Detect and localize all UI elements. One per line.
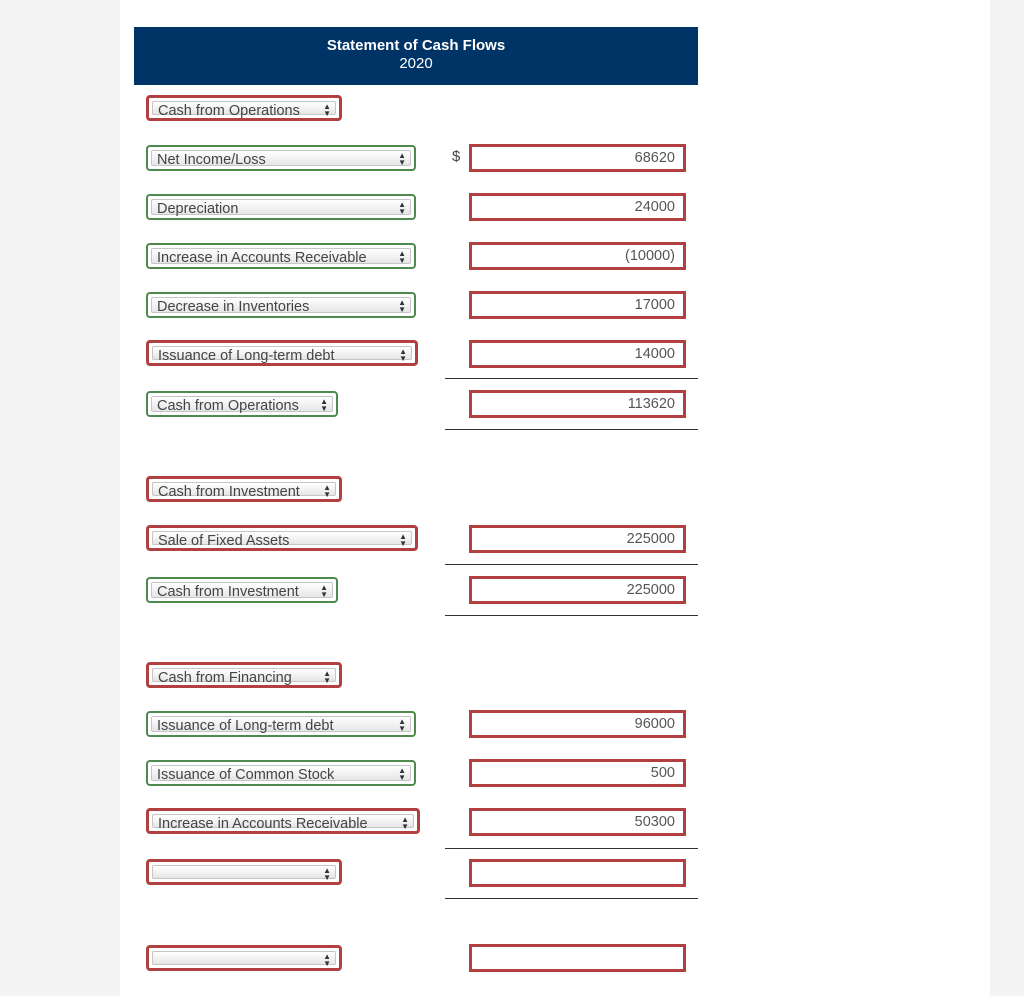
- updown-arrows-icon: ▲ ▼: [399, 347, 407, 363]
- operations-total-select[interactable]: [146, 391, 338, 417]
- updown-arrows-icon: ▲ ▼: [398, 200, 406, 216]
- updown-arrows-icon: ▲ ▼: [398, 717, 406, 733]
- select-label: Increase in Accounts Receivable: [158, 816, 368, 832]
- select-label: Cash from Financing: [158, 670, 292, 686]
- select-label: Sale of Fixed Assets: [158, 533, 290, 549]
- select-label: Cash from Operations: [158, 103, 300, 119]
- financing-row-3-amount-input[interactable]: 50300: [469, 808, 686, 836]
- operations-row-5-amount-input[interactable]: 14000: [469, 340, 686, 368]
- updown-arrows-icon: ▲ ▼: [323, 483, 331, 499]
- investment-total-select[interactable]: [146, 577, 338, 603]
- updown-arrows-icon: ▲ ▼: [399, 532, 407, 548]
- operations-row-3-amount-input[interactable]: (10000): [469, 242, 686, 270]
- financing-total-select[interactable]: [146, 859, 342, 885]
- total-rule: [445, 615, 698, 616]
- updown-arrows-icon: ▲ ▼: [398, 151, 406, 167]
- updown-arrows-icon: ▲ ▼: [398, 766, 406, 782]
- financing-row-2-select[interactable]: [146, 760, 416, 786]
- select-label: Issuance of Long-term debt: [157, 718, 334, 734]
- operations-total-amount-input[interactable]: 113620: [469, 390, 686, 418]
- select-label: Cash from Investment: [158, 484, 300, 500]
- select-label: Decrease in Inventories: [157, 299, 310, 315]
- updown-arrows-icon: ▲ ▼: [401, 815, 409, 831]
- select-label: Depreciation: [157, 201, 239, 217]
- subtotal-rule: [445, 848, 698, 849]
- updown-arrows-icon: ▲ ▼: [398, 249, 406, 265]
- financing-row-1-amount-input[interactable]: 96000: [469, 710, 686, 738]
- operations-heading-select[interactable]: [146, 95, 342, 121]
- statement-title: Statement of Cash Flows: [326, 37, 506, 54]
- updown-arrows-icon: ▲ ▼: [320, 583, 328, 599]
- operations-row-1-select[interactable]: [146, 145, 416, 171]
- operations-row-5-select[interactable]: [146, 340, 418, 366]
- select-label: Issuance of Common Stock: [157, 767, 335, 783]
- financing-row-2-amount-input[interactable]: 500: [469, 759, 686, 787]
- updown-arrows-icon: ▲ ▼: [323, 102, 331, 118]
- select-label: Issuance of Long-term debt: [158, 348, 335, 364]
- updown-arrows-icon: ▲ ▼: [320, 397, 328, 413]
- select-label: Cash from Operations: [157, 398, 299, 414]
- operations-row-1-amount-input[interactable]: 68620: [469, 144, 686, 172]
- investment-heading-select[interactable]: [146, 476, 342, 502]
- operations-row-4-select[interactable]: [146, 292, 416, 318]
- investment-row-1-select[interactable]: [146, 525, 418, 551]
- updown-arrows-icon: ▲ ▼: [398, 298, 406, 314]
- operations-row-4-amount-input[interactable]: 17000: [469, 291, 686, 319]
- net-change-amount-input[interactable]: [469, 944, 686, 972]
- select-label: Increase in Accounts Receivable: [157, 250, 367, 266]
- investment-total-amount-input[interactable]: 225000: [469, 576, 686, 604]
- operations-row-3-select[interactable]: [146, 243, 416, 269]
- investment-row-1-amount-input[interactable]: 225000: [469, 525, 686, 553]
- updown-arrows-icon: ▲ ▼: [323, 952, 331, 968]
- subtotal-rule: [445, 564, 698, 565]
- financing-total-amount-input[interactable]: [469, 859, 686, 887]
- financing-heading-select[interactable]: [146, 662, 342, 688]
- statement-header: [134, 27, 698, 85]
- total-rule: [445, 898, 698, 899]
- updown-arrows-icon: ▲ ▼: [323, 669, 331, 685]
- financing-row-3-select[interactable]: [146, 808, 420, 834]
- net-change-select[interactable]: [146, 945, 342, 971]
- updown-arrows-icon: ▲ ▼: [323, 866, 331, 882]
- select-label: Cash from Investment: [157, 584, 299, 600]
- total-rule: [445, 429, 698, 430]
- currency-symbol: $: [452, 148, 461, 165]
- subtotal-rule: [445, 378, 698, 379]
- select-label: Net Income/Loss: [157, 152, 266, 168]
- operations-row-2-select[interactable]: [146, 194, 416, 220]
- financing-row-1-select[interactable]: [146, 711, 416, 737]
- statement-year: 2020: [399, 55, 433, 72]
- operations-row-2-amount-input[interactable]: 24000: [469, 193, 686, 221]
